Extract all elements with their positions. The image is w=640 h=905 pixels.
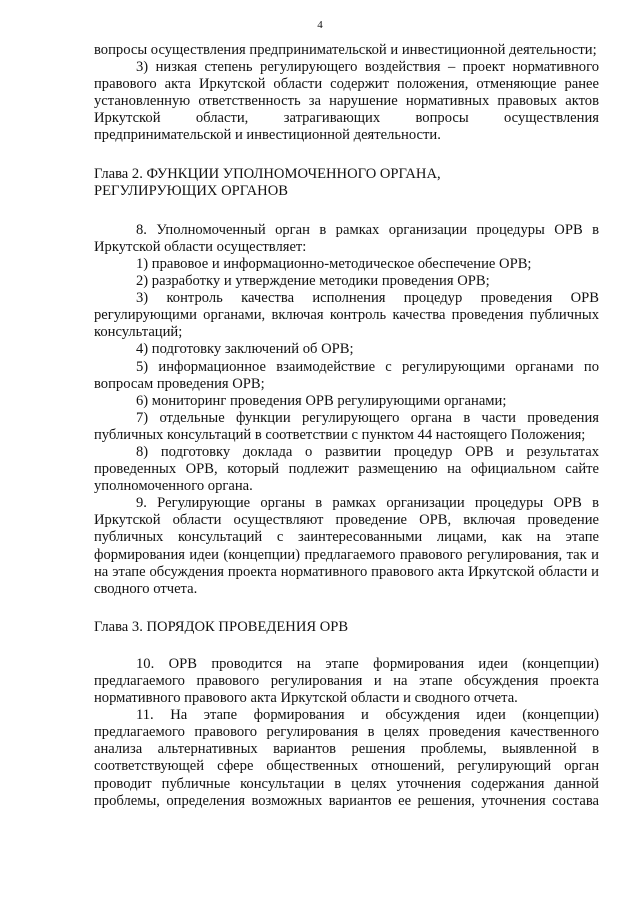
chapter-2-title-line-1: Глава 2. ФУНКЦИИ УПОЛНОМОЧЕННОГО ОРГАНА, — [94, 165, 441, 182]
list-item: 7) отдельные функции регулирующего органа в части проведения публичных консультаций в соответствии с пунктом 44 настоящего Положения; — [94, 409, 599, 443]
list-item: 5) информационное взаимодействие с регулирующими органами по вопросам проведения ОРВ; — [94, 358, 599, 392]
chapter-3-title: Глава 3. ПОРЯДОК ПРОВЕДЕНИЯ ОРВ — [94, 618, 349, 635]
paragraph: 11. На этапе формирования и обсуждения идеи (концепции) предлагаемого правового регулирования в целях проведения качественного анализа альтернативных вариантов решения проблемы, выявленной в соответствующей сфере общественных отношений, регулирующий орган проводит публичные консультации в целях уточнения содержания данной проблемы, определения возможных вариантов ее решения, уточнения состава — [94, 707, 599, 809]
paragraph: вопросы осуществления предпринимательской и инвестиционной деятельности; — [94, 42, 597, 58]
document-body — [94, 42, 599, 810]
paragraph: 10. ОРВ проводится на этапе формирования идеи (концепции) предлагаемого правового регулирования и на этапе обсуждения проекта нормативного правового акта Иркутской области и сводного отчета. — [94, 655, 599, 707]
list-item: 8) подготовку доклада о развитии процедур ОРВ и результатах проведенных ОРВ, который подлежит размещению на официальном сайте уполномоченного органа. — [94, 443, 599, 495]
list-item: 6) мониторинг проведения ОРВ регулирующими органами; — [136, 392, 507, 409]
list-item: 2) разработку и утверждение методики проведения ОРВ; — [136, 273, 490, 290]
list-item: 3) контроль качества исполнения процедур проведения ОРВ регулирующими органами, включая контроль качества проведения публичных консультаций; — [94, 290, 599, 341]
chapter-2-title-line-2: РЕГУЛИРУЮЩИХ ОРГАНОВ — [94, 182, 288, 199]
paragraph: 9. Регулирующие органы в рамках организации процедуры ОРВ в Иркутской области осуществляют проведение ОРВ, включая проведение публичных консультаций с заинтересованными лицами, как на этапе формирования идеи (концепции) предлагаемого правового регулирования, так и на этапе обсуждения проекта нормативного правового акта Иркутской области и сводного отчета. — [94, 495, 599, 597]
list-item: 1) правовое и информационно-методическое обеспечение ОРВ; — [136, 255, 532, 272]
list-item: 4) подготовку заключений об ОРВ; — [136, 341, 354, 358]
page-number: 4 — [317, 19, 323, 31]
paragraph: 8. Уполномоченный орган в рамках организации процедуры ОРВ в Иркутской области осуществляет: — [94, 221, 599, 255]
paragraph: 3) низкая степень регулирующего воздействия – проект нормативного правового акта Иркутской области содержит положения, отменяющие ранее установленную ответственность за нарушение нормативных правовых актов Иркутской области, затрагивающих вопросы осуществления предпринимательской и инвестиционной деятельности. — [94, 59, 599, 144]
